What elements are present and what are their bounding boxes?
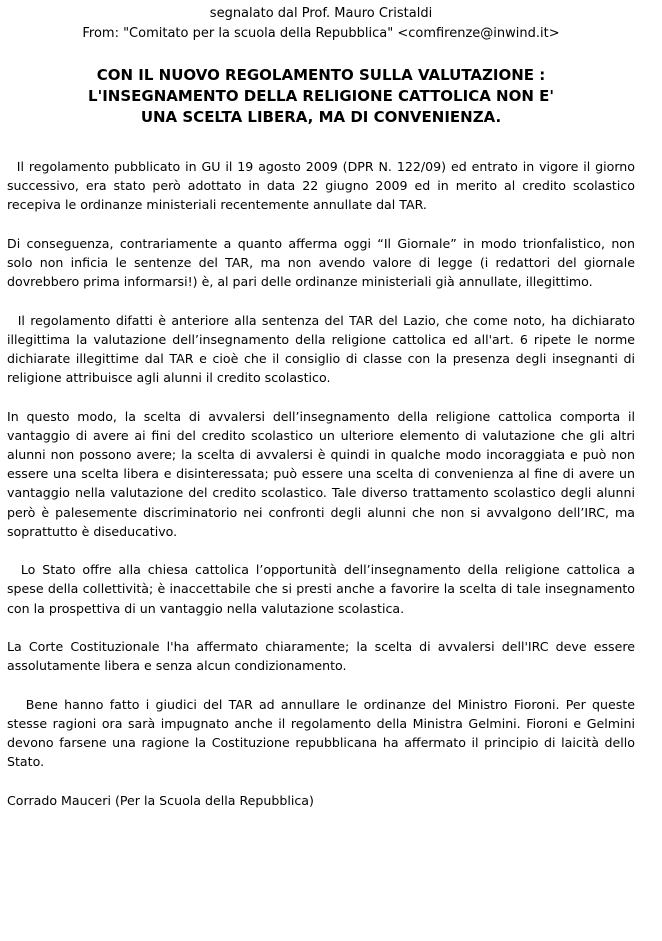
paragraph-scelta: In questo modo, la scelta di avvalersi dell’insegnamento della religione cattolica comporta il vantaggio di avere ai fini del credito scolastico un ulteriore elemento di valutazione che gli altri alunni non possono avere; la scelta di avvalersi è quindi in qualche modo incoraggiata e può non essere una scelta libera e disinteressata; può essere una scelta di convenienza al fine di avere un vantaggio nella valutazione del credito scolastico. Tale diverso trattamento scolastico degli alunni però è palesemente discriminatorio nei confronti degli alunni che non si avvalgono dell’IRC, ma soprattutto è diseducativo. bbox=[7, 408, 635, 539]
paragraph-giudici-tar: Bene hanno fatto i giudici del TAR ad annullare le ordinanze del Ministro Fioroni. Per queste stesse ragioni ora sarà impugnato anche il regolamento della Ministra Gelmini. Fioroni e Gelmini devono farsene una ragione la Costituzione repubblicana ha affermato il principio di laicità dello Stato. bbox=[7, 696, 635, 770]
signature: Corrado Mauceri (Per la Scuola della Repubblica) bbox=[7, 792, 314, 808]
paragraph-tar-lazio: Il regolamento difatti è anteriore alla sentenza del TAR del Lazio, che come noto, ha dichiarato illegittima la valutazione dell’insegnamento della religione cattolica ed all'art. 6 ripete le norme dichiarate illegittime dal TAR e cioè che il consiglio di classe con la presenza degli insegnanti di religione attribuisce agli alunni il credito scolastico. bbox=[7, 312, 635, 386]
title-line-2: L'INSEGNAMENTO DELLA RELIGIONE CATTOLICA NON E' bbox=[88, 87, 554, 105]
paragraph-corte-costituzionale: La Corte Costituzionale l'ha affermato chiaramente; la scelta di avvalersi dell'IRC deve essere assolutamente libera e senza alcun condizionamento. bbox=[7, 639, 635, 674]
paragraph-conseguenza: Di conseguenza, contrariamente a quanto afferma oggi “Il Giornale” in modo trionfalistico, non solo non inficia le sentenze del TAR, ma non avendo valore di legge (i redattori del giornale dovrebbero prima informarsi!) è, al pari delle ordinanze ministeriali già annullate, illegittimo. bbox=[7, 235, 635, 290]
reported-by-line: segnalato dal Prof. Mauro Cristaldi bbox=[209, 6, 433, 21]
title-line-3: UNA SCELTA LIBERA, MA DI CONVENIENZA. bbox=[140, 108, 502, 126]
title-line-1: CON IL NUOVO REGOLAMENTO SULLA VALUTAZIONE : bbox=[96, 66, 546, 84]
from-line: From: "Comitato per la scuola della Repubblica" <comfirenze@inwind.it> bbox=[82, 26, 560, 41]
document-title bbox=[7, 65, 635, 128]
document-page bbox=[7, 4, 635, 810]
document-body bbox=[7, 157, 635, 810]
paragraph-stato: Lo Stato offre alla chiesa cattolica l’opportunità dell’insegnamento della religione cattolica a spese della collettività; è inaccettabile che si presti anche a favorire la scelta di tale insegnamento con la prospettiva di un vantaggio nella valutazione scolastica. bbox=[7, 562, 635, 616]
paragraph-regolamento: Il regolamento pubblicato in GU il 19 agosto 2009 (DPR N. 122/09) ed entrato in vigore il giorno successivo, era stato però adottato in data 22 giugno 2009 ed in merito al credito scolastico recepiva le ordinanze ministeriali recentemente annullate dal TAR. bbox=[7, 159, 635, 213]
